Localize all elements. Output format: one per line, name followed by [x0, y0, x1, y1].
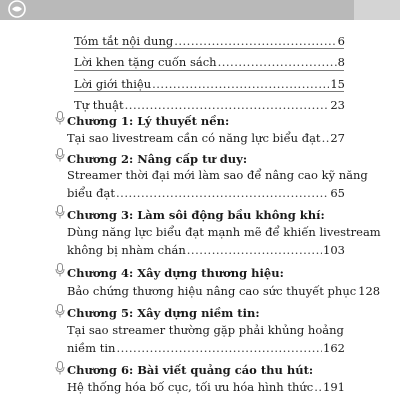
toc-entry-page: 8 [337, 55, 345, 69]
chapter-page: 103 [323, 243, 345, 257]
chapter-title[interactable]: Chương 3: Làm sôi động bầu không khí: [67, 208, 325, 222]
toc-entry[interactable] [74, 98, 345, 112]
chapter-entry[interactable] [67, 243, 345, 257]
chapter-description: Bảo chứng thương hiệu nâng cao sức thuyết phục [67, 284, 357, 298]
leader-dots [174, 34, 336, 48]
toc-entry-title: Lời khen tặng cuốn sách [74, 55, 217, 69]
divider [74, 70, 344, 71]
divider [74, 91, 344, 92]
leader-dots [314, 380, 322, 394]
chapter-entry[interactable] [67, 341, 345, 355]
chapter-description: biểu đạt [67, 186, 116, 200]
chapter-page: 65 [330, 186, 345, 200]
book-logo-icon [6, 0, 28, 20]
chapter-description: Tại sao livestream cần có năng lực biểu đạt [67, 131, 321, 145]
leader-dots [187, 243, 322, 257]
toc-entry-title: Tự thuật [74, 98, 124, 112]
chapter-entry[interactable] [67, 186, 345, 200]
chapter-page: 162 [323, 341, 345, 355]
toc-entry[interactable] [74, 34, 345, 48]
chapter-title[interactable]: Chương 2: Nâng cấp tư duy: [67, 152, 248, 166]
microphone-icon [55, 304, 65, 318]
chapter-description: Dùng năng lực biểu đạt mạnh mẽ để khiến livestream [67, 225, 381, 239]
chapter-description: Tại sao streamer thường gặp phải khủng hoảng [67, 323, 344, 337]
chapter-description: Streamer thời đại mới làm sao để nâng cao kỹ năng [67, 168, 368, 182]
chapter-description: Hệ thống hóa bố cục, tối ưu hóa hình thức [67, 380, 314, 394]
chapter-page: 191 [323, 380, 345, 394]
chapter-page: 128 [358, 284, 381, 298]
chapter-title[interactable]: Chương 1: Lý thuyết nền: [67, 114, 230, 128]
chapter-title[interactable]: Chương 5: Xây dựng niềm tin: [67, 306, 260, 320]
toc-entry-page: 6 [337, 34, 345, 48]
toc-entry-title: Lời giới thiệu [74, 77, 152, 91]
microphone-icon [55, 148, 65, 162]
header-strip [354, 0, 400, 20]
chapter-page: 27 [330, 131, 345, 145]
microphone-icon [55, 205, 65, 219]
toc-entry-page: 23 [330, 98, 345, 112]
chapter-title[interactable]: Chương 4: Xây dựng thương hiệu: [67, 266, 284, 280]
microphone-icon [55, 111, 65, 125]
leader-dots [125, 98, 330, 112]
microphone-icon [55, 361, 65, 375]
leader-dots [218, 55, 337, 69]
divider [74, 48, 344, 49]
chapter-entry[interactable] [67, 284, 381, 298]
chapter-entry[interactable] [67, 380, 345, 394]
leader-dots [152, 77, 329, 91]
chapter-description: không bị nhàm chán [67, 243, 186, 257]
leader-dots [116, 186, 329, 200]
chapter-description: niềm tin [67, 341, 116, 355]
microphone-icon [55, 263, 65, 277]
header-bar [0, 0, 400, 20]
chapter-title[interactable]: Chương 6: Bài viết quảng cáo thu hút: [67, 363, 314, 377]
toc-entry[interactable] [74, 77, 345, 91]
leader-dots [322, 131, 330, 145]
leader-dots [116, 341, 322, 355]
toc-entry-page: 15 [330, 77, 345, 91]
toc-entry-title: Tóm tắt nội dung [74, 34, 174, 48]
toc-entry[interactable] [74, 55, 345, 69]
chapter-entry[interactable] [67, 131, 345, 145]
